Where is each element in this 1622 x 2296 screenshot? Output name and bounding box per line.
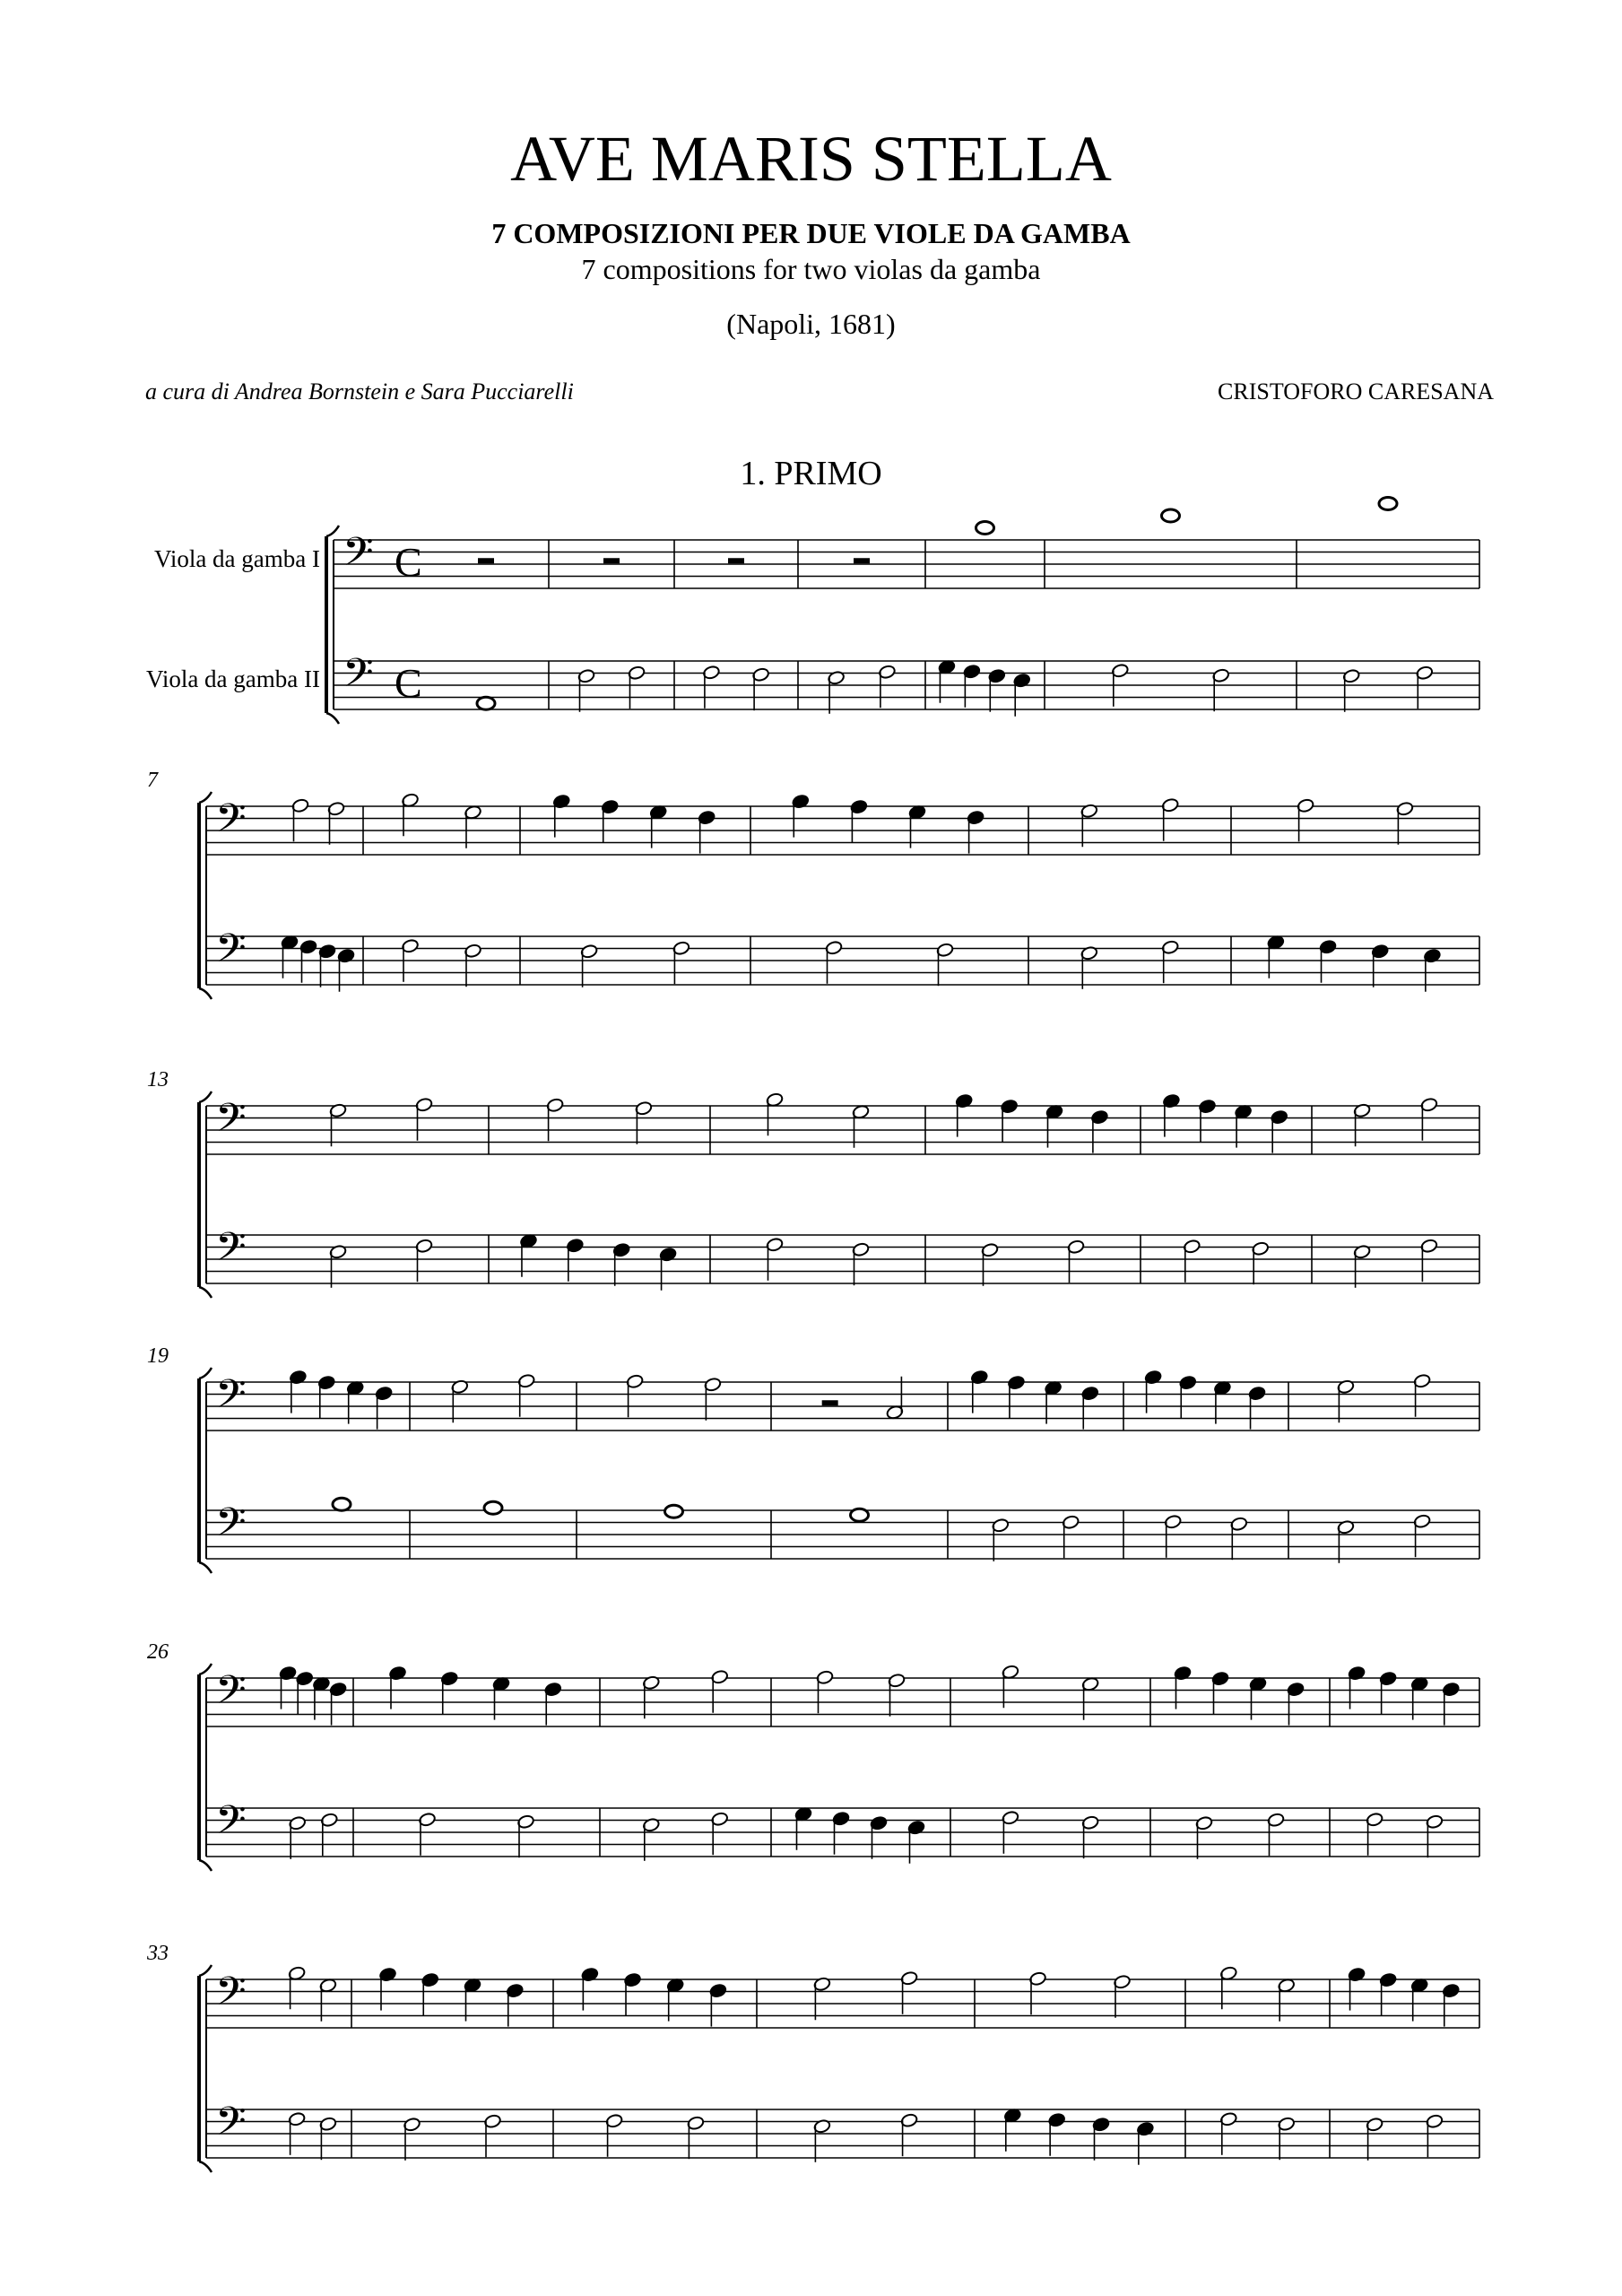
subtitle: 7 COMPOSIZIONI PER DUE VIOLE DA GAMBA xyxy=(491,217,1131,249)
bracket-top-hook xyxy=(326,526,339,536)
publication-date: (Napoli, 1681) xyxy=(726,308,896,340)
bracket-top-hook xyxy=(199,1091,212,1102)
staff-viola-2 xyxy=(206,1798,1479,1864)
whole-note xyxy=(976,522,994,535)
bass-clef-icon: 𝄢 xyxy=(215,1798,247,1852)
time-signature-common: C xyxy=(395,539,422,585)
half-rest xyxy=(822,1400,838,1405)
system-4 xyxy=(147,1344,1479,1563)
measure-number: 13 xyxy=(147,1068,169,1091)
time-signature-common: C xyxy=(395,660,422,706)
staff-viola-2 xyxy=(206,1225,1479,1291)
staff-viola-2 xyxy=(334,651,1479,717)
bracket-bottom-hook xyxy=(199,1562,212,1573)
instrument-label-viola-1: Viola da gamba I xyxy=(153,545,320,572)
bracket-top-hook xyxy=(199,1965,212,1976)
bass-clef-icon: 𝄢 xyxy=(215,926,247,980)
whole-note xyxy=(484,1501,502,1514)
composer-name: CRISTOFORO CARESANA xyxy=(1218,378,1494,404)
half-rest xyxy=(728,558,744,563)
staff-viola-1 xyxy=(334,498,1479,589)
bracket-bottom-hook xyxy=(199,1287,212,1298)
whole-note xyxy=(1379,498,1397,510)
staff-viola-1 xyxy=(206,1966,1479,2028)
whole-note xyxy=(851,1509,869,1521)
bracket-bottom-hook xyxy=(199,1860,212,1871)
bass-clef-icon: 𝄢 xyxy=(215,2100,247,2153)
measure-number: 19 xyxy=(147,1344,169,1368)
whole-note xyxy=(477,697,495,709)
system-2 xyxy=(147,769,1479,992)
bass-clef-icon: 𝄢 xyxy=(215,796,247,850)
bass-clef-icon: 𝄢 xyxy=(215,1500,247,1554)
whole-note xyxy=(333,1498,351,1510)
bracket-top-hook xyxy=(199,1664,212,1674)
bracket-top-hook xyxy=(199,1368,212,1378)
title: AVE MARIS STELLA xyxy=(510,123,1112,195)
bracket-top-hook xyxy=(199,792,212,803)
half-rest xyxy=(478,558,494,563)
staff-viola-1 xyxy=(206,1092,1479,1154)
piece-title: 1. PRIMO xyxy=(740,455,882,492)
whole-note xyxy=(665,1505,683,1518)
half-rest xyxy=(603,558,620,563)
bass-clef-icon: 𝄢 xyxy=(343,651,374,705)
bass-clef-icon: 𝄢 xyxy=(215,1372,247,1426)
whole-note xyxy=(1162,509,1180,522)
editors-credit: a cura di Andrea Bornstein e Sara Pucciarelli xyxy=(145,378,574,404)
bass-clef-icon: 𝄢 xyxy=(343,530,374,584)
subtitle-english: 7 compositions for two violas da gamba xyxy=(581,253,1041,285)
bracket-bottom-hook xyxy=(326,713,339,724)
measure-number: 33 xyxy=(147,1942,169,1965)
system-3 xyxy=(147,1068,1479,1291)
bass-clef-icon: 𝄢 xyxy=(215,1225,247,1279)
bass-clef-icon: 𝄢 xyxy=(215,1096,247,1150)
staff-viola-1 xyxy=(206,793,1479,855)
system-5 xyxy=(147,1640,1479,1864)
bass-clef-icon: 𝄢 xyxy=(215,1668,247,1722)
half-rest xyxy=(854,558,870,563)
instrument-label-viola-2: Viola da gamba II xyxy=(145,665,320,692)
bracket-bottom-hook xyxy=(199,2161,212,2172)
measure-number: 7 xyxy=(147,769,158,792)
staff-viola-1 xyxy=(206,1665,1479,1726)
bass-clef-icon: 𝄢 xyxy=(215,1970,247,2023)
staff-viola-2 xyxy=(206,926,1479,992)
staff-viola-2 xyxy=(206,2100,1479,2165)
measure-number: 26 xyxy=(147,1640,169,1664)
system-1 xyxy=(334,498,1479,717)
system-6 xyxy=(146,1942,1479,2165)
bracket-bottom-hook xyxy=(199,988,212,999)
